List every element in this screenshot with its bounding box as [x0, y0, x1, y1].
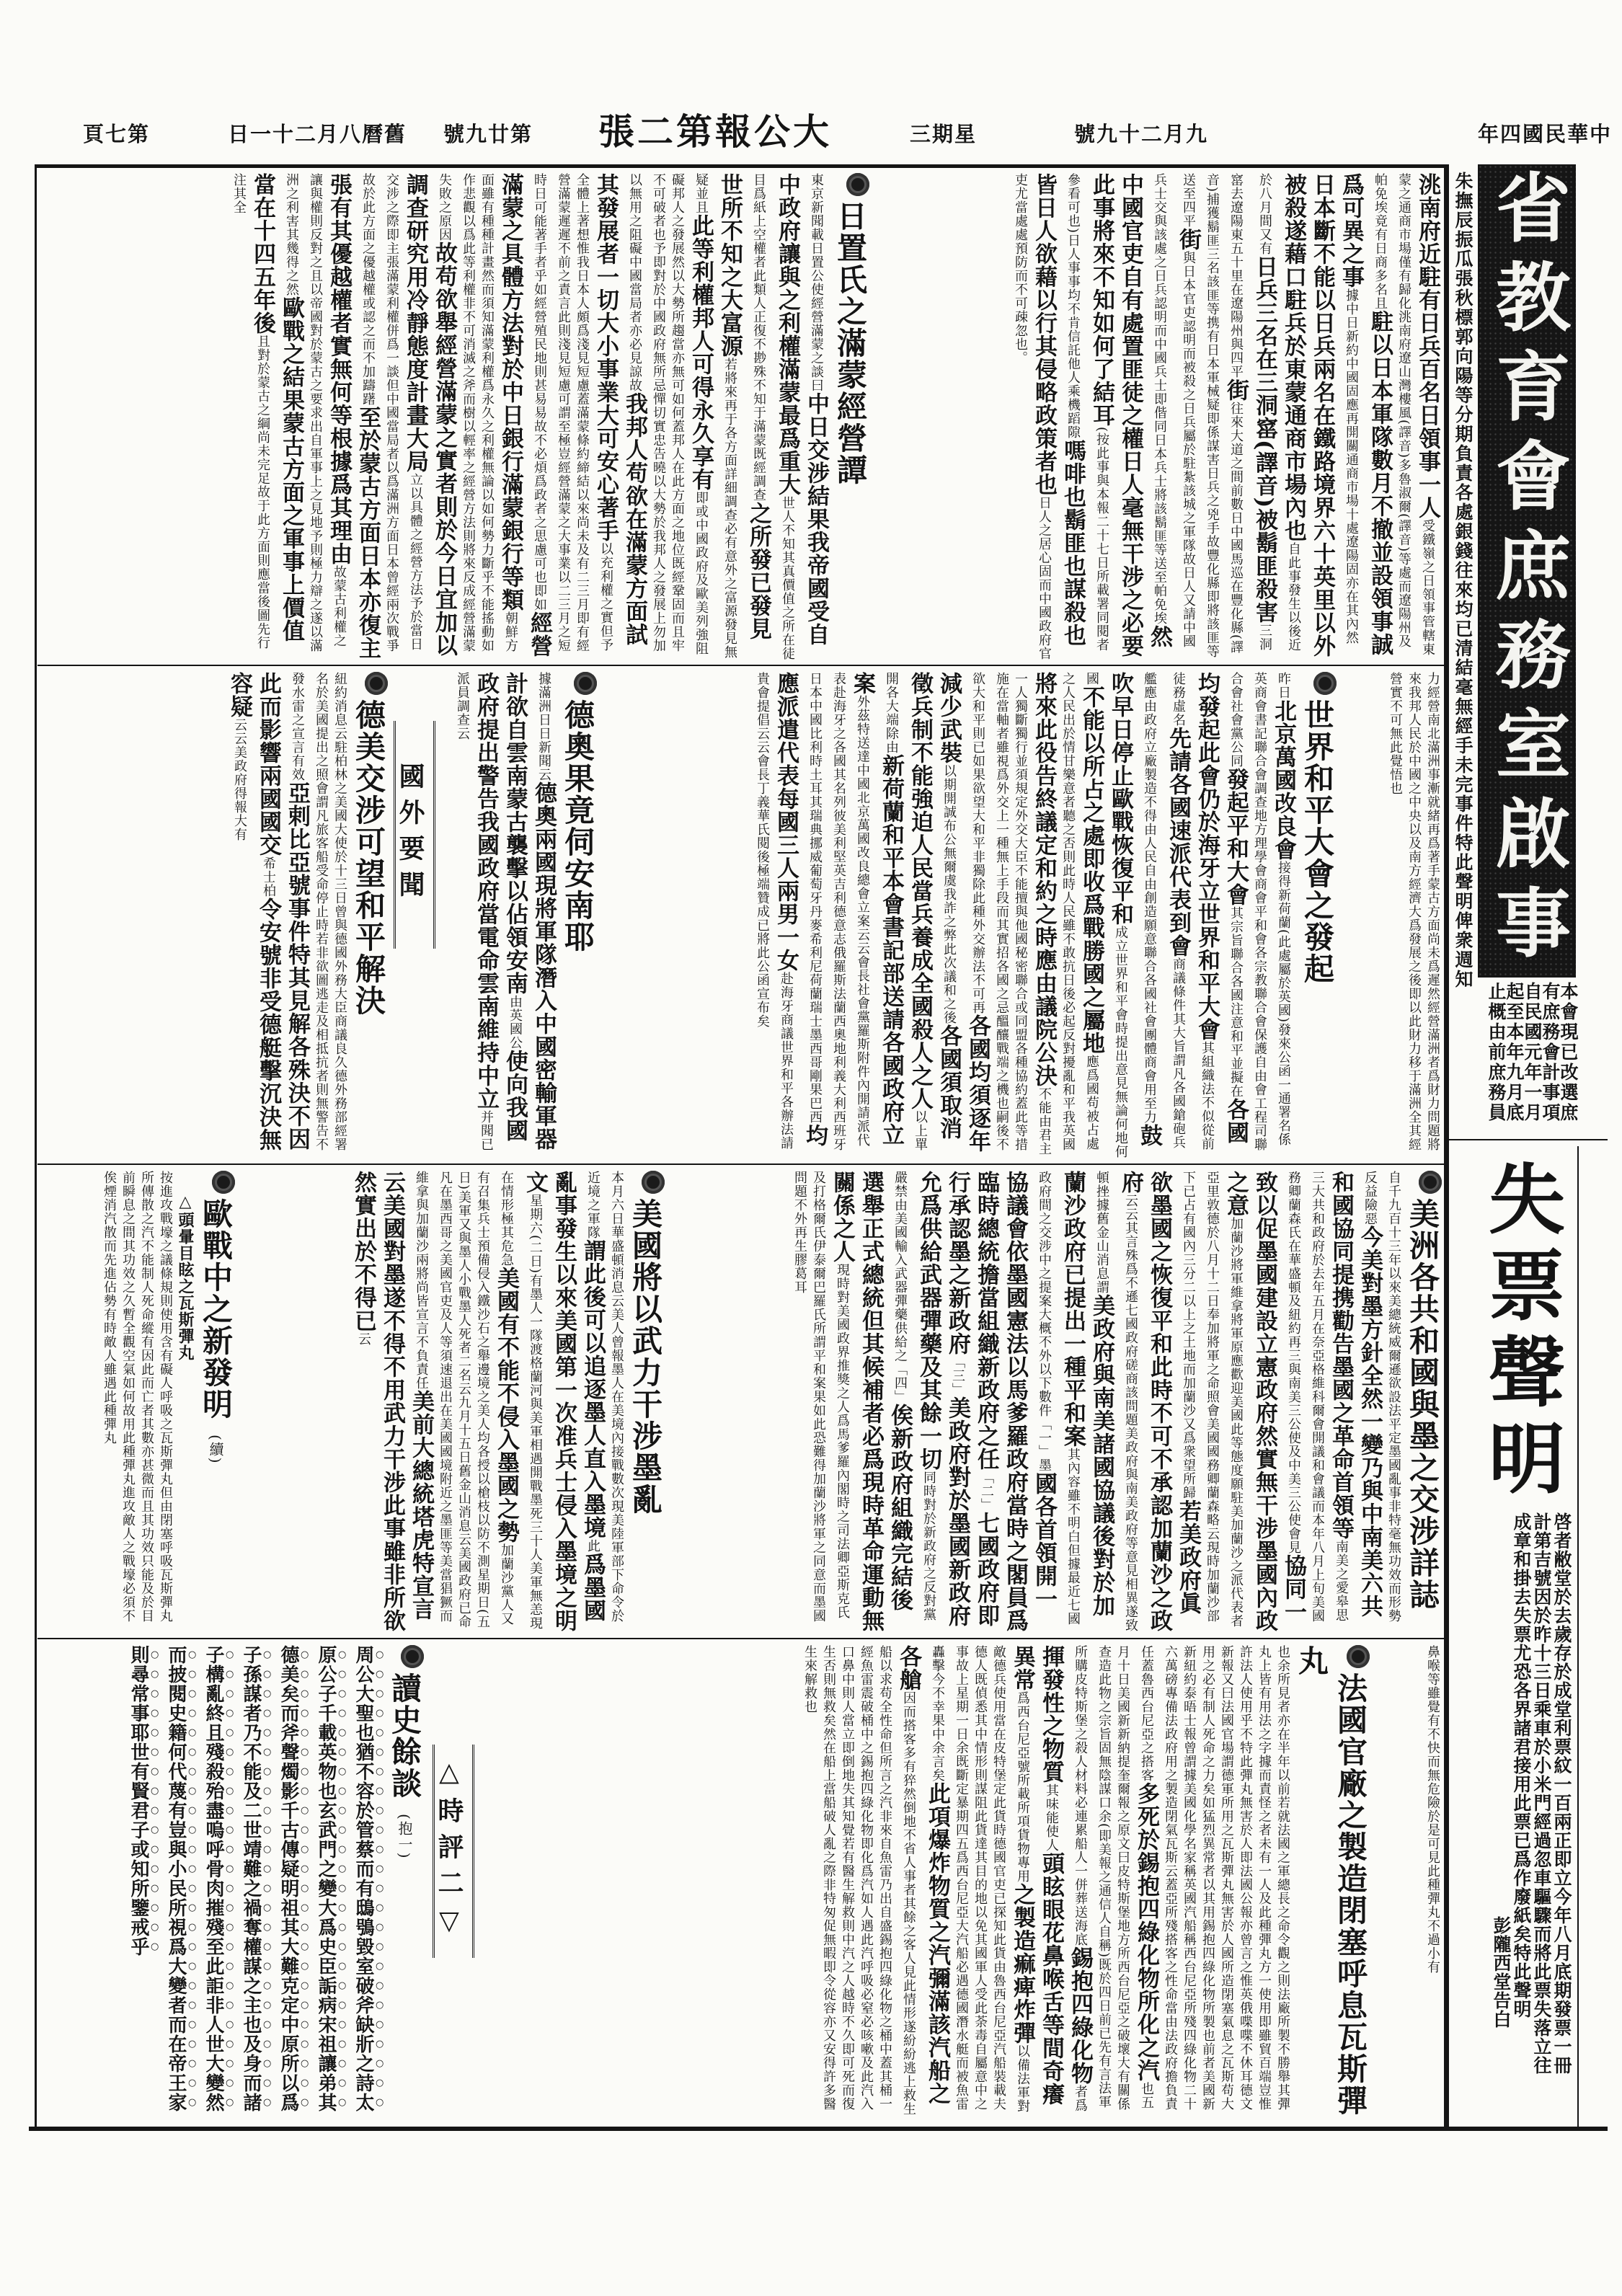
article-headline	[1298, 672, 1337, 1159]
ad-column-divider	[1444, 164, 1449, 2129]
lead-text: 七國政府即行承認墨之新政府	[944, 1171, 999, 1627]
article-newinvention	[42, 1171, 235, 1632]
body-text: 云云其言殊爲不遜七國政府磋商該問題美政府與南美政府等意見相異遂致頓挫據舊金山消息謂	[1094, 1171, 1138, 1632]
body-text: 其組織法不似從前徒務虛名	[1171, 672, 1215, 1151]
body-text: 接得新荷蘭(此處屬於英國)發來公函一通署名係英商會書記聯合會調查地方理學會商會平和會各宗教聯合會保護自由會工程司聯合會社會黨公同	[1228, 672, 1291, 1151]
bottom-rule	[29, 2127, 1608, 2131]
article-headline	[196, 1171, 235, 1632]
headline-text: 法國官廠之製造閉塞呼息瓦斯彈丸	[1294, 1645, 1368, 2117]
band-divider	[37, 1638, 1445, 1639]
lead-text: 國各首領開一協議會依墨國憲法以馬爹羅政府當時之閣員爲臨時總統擔當組織新政府之任	[973, 1171, 1057, 1632]
headline-note: (續)	[207, 1435, 224, 1465]
body-text: 加蘭沙黨人又有召集兵士預備侵入鐵沙石之舉邊境之美人均各授以槍枝以防不測星期日(五日)美軍又與墨人小戰墨人死者二名云九月十五日舊金山消息云美國政府已命凡在墨西哥之美國官吏及人等須速退出在美國國境附近之墨匪等美當猖獗而維拿與加蘭沙兩將尚皆宣言不負責任	[414, 1171, 514, 1629]
article-body	[453, 672, 558, 1159]
lead-text: 故苟欲舉經營滿蒙之實者則於今日宜加以調查研究用冷靜態度計畫大局	[402, 173, 457, 657]
body-text: 鼻喉等雖覺有不快而無危險於是可見此種彈丸不過小有	[1425, 1645, 1440, 1974]
lead-text: 街	[1223, 378, 1249, 402]
article-headline	[385, 1645, 424, 2121]
article-newinvention-cont	[1374, 1645, 1442, 2121]
body-text: 爲西台尼亞號所載所項貨物專用	[1015, 1691, 1030, 1883]
lead-text: 之製造痲痺炸彈	[1009, 1883, 1035, 2044]
body-text: 因而搭客多有猝然倒地不省人事者其餘之客人見此情形遂紛紛逃上救生船以求苟全性命但所言之汽非來自魚雷乃出自盛錫抱四綠化物之桶中蓋其桶一經魚雷震破桶中之錫抱四綠化物即化爲汽如人遇此汽呼吸必窒必咳嗽及此汽入口鼻中則人當立即倒地失其知覺若有醫生解救則中汽之人越時不久即可死而復生否則無救矣然在船上當船破人亂之際非特匆促無暇即令從容亦又安得許多醫生來解救也	[802, 1645, 916, 2116]
body-text: 云云美政府得報大有	[232, 718, 247, 841]
article-germany-us	[42, 672, 388, 1159]
lead-text: 中日交涉結果我帝國受自中政府讓與之利權滿蒙最爲重大	[774, 173, 829, 646]
lead-text: 爲墨國亂事發生以來美國第一次准兵士侵入墨境之明文	[522, 1171, 606, 1632]
article-headline	[349, 672, 388, 1159]
lead-text: 美前大總統塔虎特宣言云美國對墨遂不得不用武力干涉此事雖非所欲然實出於不得已	[350, 1171, 434, 1632]
lead-text: 均應派遣代表每國三人兩男一女	[773, 672, 828, 1147]
ad-border	[1577, 1146, 1579, 2127]
body-text: 受鐵嶺之日領事管轄東蒙之通商市場僅有歸化洮南府遼山灣樓風(譯音)多魯淑爾(譯音)等處而遼陽州及帕免埃竟有日商多名且	[1373, 173, 1435, 656]
article-france	[520, 1645, 1370, 2121]
education-notice-side-text: 朱撫辰振瓜張秋標郭向陽等分期負責各處銀錢往來均已清結毫無經手未完事件特此聲明俾衆週知	[1453, 172, 1473, 989]
lead-text: 發起平和大會	[1223, 768, 1249, 906]
lead-text: 洮南府近駐有日兵百名日領事一人	[1414, 173, 1440, 519]
band-divider	[37, 1163, 1445, 1165]
section-label-foreign-news: 國外要聞	[394, 721, 435, 949]
lead-text: 各國均須逐年減少武裝	[936, 672, 991, 1153]
body-text: 以上單開各大端除由	[884, 672, 928, 1151]
lead-text: 美國有不能不侵入墨國之勢	[493, 1267, 519, 1543]
body-text: 自此事發生以後近於八月間又有	[1257, 173, 1301, 652]
article-subheading: △頭暈目眩之瓦斯彈丸	[176, 1192, 195, 1361]
headline-bullet-icon	[642, 1171, 665, 1194]
article-hizhi-cont	[1342, 672, 1442, 1159]
body-text: 不能由君主一人獨斷獨行並須規定外交大臣不能擅與他國秘密聯合或同盟各種協約蓋此等措施在當軸者雖視爲外交上一種無上手段而其實招各國之忌醞釀戰端之機也嗣後不欲大和平則已如果欲望大和平非獨除此種外交辦法不可再	[970, 672, 1052, 1156]
headline-bullet-icon	[401, 1645, 424, 1668]
lead-text: 先請各國速派代表到會	[1165, 727, 1191, 957]
headline-bullet-icon	[1347, 1645, 1370, 1668]
masthead-weekday: 星期三	[910, 122, 978, 146]
lead-text: 歐戰之結果蒙古方面之軍事上價值當在十四五年後	[249, 173, 304, 642]
body-text: 日人之居心固而中國政府官吏尤當處處預防而不可疎忽也。	[1013, 173, 1052, 660]
article-body	[225, 672, 349, 1159]
lead-text: 日兵三名在三洞窰(譯音)被鬍匪殺害	[1251, 255, 1277, 624]
body-text: 星期六(二日)有墨人一隊渡格蘭河與美軍相遇開戰墨死三十人美軍無恙現在情形極其危急	[499, 1171, 543, 1631]
lead-text: 然中國官吏自有處置匪徒之權日人毫無干涉之必要此事將來不知如何了結耳	[1089, 173, 1172, 657]
article-body	[790, 1171, 1403, 1632]
band-divider	[37, 665, 1445, 666]
headline-bullet-icon	[1419, 1171, 1442, 1194]
body-text: 赴海牙商議世界和平各辦法請貴會提倡云云會長丁義華氏閱後極端贊成已將此公函宣布矣	[755, 672, 794, 1150]
headline-bullet-icon	[365, 672, 388, 695]
body-text: 同時對於新政府之反對黨嚴禁由美國輸入武器彈藥供給之「四」	[892, 1171, 936, 1621]
lead-text: 謂此後可以追逐墨人直入墨境	[580, 1239, 606, 1539]
article-americas	[669, 1171, 1442, 1632]
education-notice-title: 省教育會庶務室啟事	[1483, 169, 1572, 973]
lead-text: 各國均發起此會仍於海牙立世界和平大會	[1194, 672, 1249, 1144]
headline-text: 歐戰中之新發明	[198, 1198, 234, 1420]
body-text: 其宗旨聯合各國注意和平並擬在	[1228, 906, 1244, 1098]
article-body	[753, 672, 1298, 1159]
masthead-lunar-date: 舊曆八月二十一日	[228, 122, 407, 146]
body-text: 以備法軍對敵德兵使用當在皮特堡定此貨時德國官吏已探知此貨由魯西台尼亞汽船裝載夫德人既偵悉其中情形則謀阻此貨達其目的地以免其國軍人受此荼毒自屬意中之事故上星期一日余既斷定暴期四五爲西台尼亞大汽船必遇德國潛水艇而被魚雷轟擊今不幸果中余言矣	[930, 1645, 1030, 2113]
lead-text: 此等利權邦人可得永久享有	[688, 214, 714, 491]
lead-text: 亞剌比亞號事件特其見解各殊決不因此而影響兩國國交	[255, 672, 310, 1151]
lead-text: 街	[1175, 228, 1201, 251]
ad-divider	[1449, 1139, 1608, 1140]
masthead-date: 中華民國四年	[1478, 122, 1613, 146]
lead-text: 駐以日本軍隊數月不撤並設領事誠爲可異之事	[1338, 173, 1393, 656]
body-text: 「二」	[979, 1471, 994, 1512]
headline-note: (抱一)	[396, 1814, 413, 1860]
body-text: 且對於蒙古之綱尚未完足故于此方面則應當後圖先行注其全	[231, 173, 270, 650]
lead-text: 德奧兩國現將軍隊潛入中國密輸軍器計欲自雲南蒙古襲擊以佔領安南	[502, 672, 557, 1151]
article-us-mexico	[239, 1171, 665, 1632]
lead-text: 揮發性之物質	[1038, 1645, 1064, 1783]
body-text: 以充利權之實但予全體上著想惟我日本人頗爲淺見短慮蓋滿蒙條約締結以來尚未及有二三月即有經營滿蒙遲遲不前之責言此則淺見短慮可謂至極豈經營滿蒙之大事業以二三月之短時日可能著手者乎如經營殖民地則甚易易故不必煩爲政者之思慮可也即如	[532, 173, 613, 652]
headline-text: 美國將以武力干涉墨亂	[628, 1198, 663, 1515]
article-taonan	[874, 173, 1442, 660]
body-text: 其內容雖不明白但據最近七國政府間之交涉中之提案大概不外以下數件「一」墨	[1037, 1171, 1081, 1626]
body-text: 希士柏	[261, 856, 276, 897]
headline-text: 日置氏之滿蒙經營譚	[833, 200, 868, 486]
lead-text: 至於蒙古方面日本亦復主張有其優越權者實無何等根據爲其理由	[326, 173, 381, 660]
body-text: 成立世界和平會時提出意見無論何地何國	[1084, 672, 1128, 1158]
lead-text: 此項爆炸物質之汽彌滿該汽船之各艙	[895, 1645, 950, 2105]
lead-text: 今美對墨方針全然一變乃與中南美六共和國協同提携勸告墨國之革命首領等	[1328, 1171, 1383, 1618]
article-headline	[1403, 1171, 1442, 1632]
lead-text: 將來此役告終議定和約之時應由議院公決	[1031, 672, 1057, 1087]
body-text: 據中日新約中國固應再開關通商市場十處遼陽固亦在其內然	[1344, 288, 1359, 644]
lead-text: 頭眩眼花鼻喉舌等間奇癢異常	[1009, 1645, 1064, 2106]
article-body	[349, 1171, 626, 1632]
article-hizhi	[42, 173, 869, 660]
lost-ticket-body: 啓者敝堂於去歲存於成堂利票紋一百兩正即立今年八月底期發票一冊計第吉號因於昨十三日乘車於小米門經過忽車驅驟而將此票失落立往成章和掛去失票尤恐各界諸君接用此票已爲作廢紙矣特此聲明	[1511, 1512, 1572, 2075]
article-headline	[1292, 1645, 1370, 2121]
lead-text: 之所發已發見世所不知之大富源	[717, 173, 771, 640]
lead-text: 我邦人苟欲在滿蒙方面試其發展者一切大小事業大可安心著手	[593, 173, 647, 646]
body-text: 若將來再于各方面詳細調查必有意外之富源發見無疑並且	[693, 173, 737, 659]
lead-text: 經營滿蒙之具體方法對於中日銀行滿蒙銀行等類	[497, 173, 552, 657]
headline-bullet-icon	[846, 173, 869, 196]
body-text: 此	[585, 1539, 601, 1553]
body-text: (按此事與本報二十七日所載署同閱者參看可也)日人事事均不肯信託他人乘機蹈隙	[1065, 173, 1109, 652]
headline-text: 德美交涉可望和平解決	[351, 699, 386, 1016]
body-text: 者爲	[1073, 2085, 1088, 2112]
lead-text: 日本斷不能以日兵兩名在鐵路境界六十英里以外被殺遂藉口駐兵於東蒙通商市場內也	[1280, 173, 1335, 657]
body-text: 其味能使人	[1044, 1783, 1059, 1852]
body-text: 自千九百十三年以來美總統威爾遜欲設法平定墨國亂事非特毫無功效而形勢反益險惡	[1362, 1171, 1401, 1623]
lost-ticket-notice	[1486, 1512, 1572, 2082]
body-text: 應爲國苟被占處之人民出於情甘樂意者聽之否則此時人民雖不敢抗日後必起反對擾亂和平我英國	[1060, 672, 1099, 1151]
body-text: 據滿洲日日新聞云	[536, 672, 551, 781]
headline-bullet-icon	[212, 1171, 235, 1194]
body-text: 昨日	[1276, 672, 1291, 699]
body-text: 現時對美國政界推獎之人爲馬爹羅內閣時之司法卿亞斯克氏及打格爾氏伊泰爾巴羅氏所謂平和案果如此恐難得加蘭沙將軍之同意而墨國問題不外再生膠葛耳	[792, 1171, 850, 1623]
top-rule	[35, 164, 1449, 168]
masthead-paper-title: 大公報第二張	[598, 110, 832, 153]
lost-ticket-signature: 彭隴西堂告白	[1491, 1916, 1512, 2029]
body-text: 南美之愛皋思三大共和政府於去年五月在奈亞格維科爾會開議和會議而本年八月上旬美國務卿蘭森氏在華盛頓及紐約再三與南美三公使及中美三公使會見	[1286, 1171, 1349, 1623]
lead-text: 北京萬國改良會	[1270, 699, 1296, 861]
lead-text: 美政府與南美諸國協議後對於加蘭沙政府已提出一種平和案	[1060, 1171, 1114, 1617]
body-text: 以期開誠布公無爾虞我詐之弊此次議和之後	[941, 764, 957, 1024]
body-text: 東京新聞載日置公使經營滿蒙之談曰	[809, 173, 824, 392]
body-text: 往來大道之間前數日中國馬巡在豐化縣(譯音)捕獲鬍匪三名該匪等携有日本軍械疑即係謀害日兵之兇手故豐化縣即將該匪等送至四平	[1181, 173, 1244, 659]
body-text: 并聞已派員調查云	[455, 672, 494, 1151]
body-text: 商議條件其大旨謂凡各國鎗砲兵艦應由政府立廠製造不得由人民自由創造願意聯合各國社會團體商會用至力	[1142, 672, 1186, 1149]
article-body	[1386, 672, 1442, 1159]
body-text: 與日本官吏認明而被殺之日兵屬於駐紮該城之軍隊故日人又請中國兵士交與該處之日兵認明而中國兵士即偕同日本兵士將該鬍匪等送至帕免埃	[1152, 173, 1196, 648]
article-body	[1011, 173, 1442, 660]
article-history	[42, 1645, 424, 2121]
article-body	[123, 1645, 385, 2121]
body-text: 即或中國政府及歐美列強阻礙邦人之發展然以大勢所趨當亦無可如何蓋邦人在此方面之地位既經鞏固而且牢不可破者也予即對於中國政府無所忌憚切實忠告曉以大勢於我邦人之發展上勿加以無用之阻礙中國當局者亦必見諒故	[627, 173, 709, 655]
lead-text: 美政府對於墨國新政府允爲供給武器彈藥及其餘一切	[916, 1171, 970, 1627]
article-body	[800, 1645, 1292, 2121]
headline-text: 世界和平大會之發起	[1300, 699, 1335, 985]
body-text: 故蒙古利權之讓與權則反對之且以帝國對於蒙古之要求出自軍事上之見地予則極力辯之遂以滿洲之利害其幾得之然	[284, 173, 347, 652]
body-text: 三洞窰去遼陽東五十里在遼陽州與四平	[1228, 173, 1272, 652]
lead-text: 令安號非受德艇擊沉決無容疑	[226, 672, 281, 1151]
lead-text: 嗎啡也鬍匪也謀殺也皆日人欲藉以行其侵略政策者也	[1031, 173, 1086, 647]
article-body	[99, 1171, 174, 1632]
education-notice-body: 本會現已改選庶有庶務會計事項自民國元年一月起至本年九月底止概由前庶務員	[1486, 982, 1579, 1123]
body-text: 也五月十日美國新新納提奎爾報之原文曰皮特斯堡地方所西台尼亞之破壞大有關係查造此物之宗旨固無陰謀口余(即美報之通信人自稱)既於四日前已先有言法軍所購皮特斯堡之殺人材料必連累船人一併葬送海底	[1073, 1645, 1154, 2111]
masthead-month-day: 九月二十九號	[1074, 122, 1209, 146]
headline-text: 德奧果竟伺安南耶	[560, 699, 595, 953]
lead-text: 使向我國政府提出警告我國政府當電命雲南維持中立	[473, 672, 528, 1142]
article-body	[229, 173, 830, 660]
article-headline	[558, 672, 597, 1159]
article-peace	[600, 672, 1337, 1159]
body-text: 由英國公	[508, 995, 523, 1050]
body-text: 按進攻戰壕之議條規則使用含有礙人呼吸之瓦斯彈丸但由閉塞呼吸瓦斯彈丸所傳散之汽不能制人死命縱有因此而亡者其數亦甚微而且其功效只能及於目前瞬息之間其功效之久暫全觀空氣如何故用此種彈丸進攻敵人之戰壕必須不俟煙消汽散而先進佔勢有時敵人雖遇此種彈丸	[102, 1171, 173, 1623]
lead-text: 新荷蘭和平本會書記部送請各國政府立案	[849, 672, 904, 1146]
left-border	[35, 164, 37, 2129]
body-text: 世人不知其真價值之所在徒目爲紙上空權者此類人正復不尠殊不知于滿蒙既經調查	[751, 173, 795, 660]
headline-text: 讀史餘談	[387, 1672, 422, 1799]
body-text: 「三」	[950, 1355, 965, 1396]
lead-text: 協同一致以促墨國建設立憲政府然實無干涉墨國內政之意	[1223, 1171, 1306, 1632]
body-text: 加蘭沙將軍維拿將軍原應歡迎美國此等態度願駐美加蘭沙之派代表者亞里敦德於八月十二日奉加將軍之命照會美國國務卿蘭森略云現時加蘭沙部下已占有國內三分二以上之土地而加蘭沙又爲衆望所歸	[1181, 1171, 1244, 1628]
lead-text: 鼓吹早日停止歐戰恢復平和	[1107, 672, 1162, 1147]
education-notice-banner	[1478, 164, 1576, 978]
body-text: 云	[356, 1332, 371, 1346]
article-body	[1423, 1645, 1442, 2121]
lead-text: 俟新政府組織完結後選舉正式總統但其候補者必爲現時革命運動無關係之人	[829, 1171, 913, 1632]
lead-text: 不能以所占之處即收爲戰勝國之屬地	[1078, 686, 1104, 1055]
article-annam	[441, 672, 597, 1159]
body-text: 周公大聖也猶不容於管蔡而有鴟鴞毀室破斧缺斨之詩太原公子千載英物也玄武門之變大爲史臣詬病宋祖讓弟其德美矣而斧聲燭影千古傳疑明祖其大難克定中原所以爲子孫謀者乃不能及二世靖難之禍奪權謀之主也及身而諸子構亂終且殘殺殆盡嗚呼骨肉摧殘至此詎非人世大變然而披閱史籍何代蔑有豈與小民所視爲大變者而在帝王家則尋常事耶世有賢君子或知所鑒戒乎	[128, 1645, 374, 2112]
article-headline	[626, 1171, 665, 1632]
body-text: 立以具體之經營方法予於當日交涉之際即主張滿蒙利權併爲一談但中國當局者以爲滿洲方面日本曾經兩次戰爭故於此方面之優越權或認之而不加躊躇	[360, 173, 423, 652]
headline-bullet-icon	[574, 672, 597, 695]
lead-text: 若美政府眞欲墨國之恢復平和此時不可不承認加蘭沙之政府	[1117, 1171, 1201, 1632]
lost-ticket-title: 失票聲明	[1476, 1158, 1566, 1505]
article-headline	[830, 173, 869, 660]
body-text: 紐約消息云駐柏林之美國大使於十三日曾與德國外務大臣商議良久德外務部經署名於美國提出之照會謂凡旅客船受命停止時若非欲圖逃走及相抵抗者則無警告不發水雷之宣言有效	[290, 672, 347, 1151]
masthead-page-number: 第七頁	[83, 122, 151, 146]
masthead-issue: 第廿九號	[443, 122, 533, 146]
lead-text: 錫抱四綠化物	[1067, 1946, 1093, 2085]
body-text: 力經營南北滿洲事漸就緒再爲著手蒙古方面尚未爲遲然經營滿洲者爲財力問題將來我邦人民於中國之中央以及南方經濟大爲發展之後即以此財力移于滿洲全其經營實不可無此覺悟也	[1388, 672, 1440, 1151]
body-text: 本月六日華盛頓消息云美人曾報墨人在美境內接戰數次現美陸軍部下命令於近境之軍隊	[585, 1171, 624, 1623]
lead-text: 各國須取消徵兵制不能強迫人民當兵養成全國殺人之人	[907, 672, 962, 1140]
headline-bullet-icon	[1313, 672, 1337, 695]
body-text: 朝鮮方面雖有種種計畫然而須知滿蒙利權爲永久之利權無論以如何勢力斷乎不能搖動如作悲觀以爲此等利權非不可消滅之斧而樹以輕率之經營方法則將來反成經營滿蒙失敗之原因	[437, 173, 518, 652]
lead-text: 多死於錫抱四綠化物所化之汽	[1133, 1782, 1159, 2082]
body-text: 也余所見者亦在半年以前若就法國之軍總長之命令觀之則法廠所製不勝舉其彈丸上皆有用法之字據而責怪之者未有一人及此種彈丸方一使用即雖貿百端豈惟許法人使用乎不特此彈丸無害於人即法國公報亦曾言之惟英俄喋喋不休耳德文新報又曰法國官場謂德軍所用之瓦斯彈丸無害於人國所造閉塞氣息之瓦斯苟大用之必有制人死命之力矣如猛烈異常者以其用錫抱四綠化物所製也前者美國新新紐約泰晤士報曾謂據美國化學名家稱英國汽船稱西台尼亞所殘四綠化物二十六萬磅專備法政府用之製造閉氣瓦斯云蓋亞所殘搭客之性命當由法政府擔負責任蓋魯西台尼亞之搭客	[1139, 1645, 1290, 2111]
body-text: 外茲特送達中國北京萬國改良總會立案云云會長社會黨羅斯附件內開請派代表赴海牙之各國其名列彼美利堅英吉利德意志俄羅斯法蘭西奧地利義大利西班牙日本中國比利時土耳其瑞典挪威葡萄牙丹麥希利尼荷蘭瑞士墨西哥剛果巴西	[807, 672, 870, 1151]
headline-text: 美洲各共和國與墨之交涉詳誌	[1405, 1198, 1440, 1610]
section-label-commentary: △時評二▽	[433, 1745, 474, 1958]
